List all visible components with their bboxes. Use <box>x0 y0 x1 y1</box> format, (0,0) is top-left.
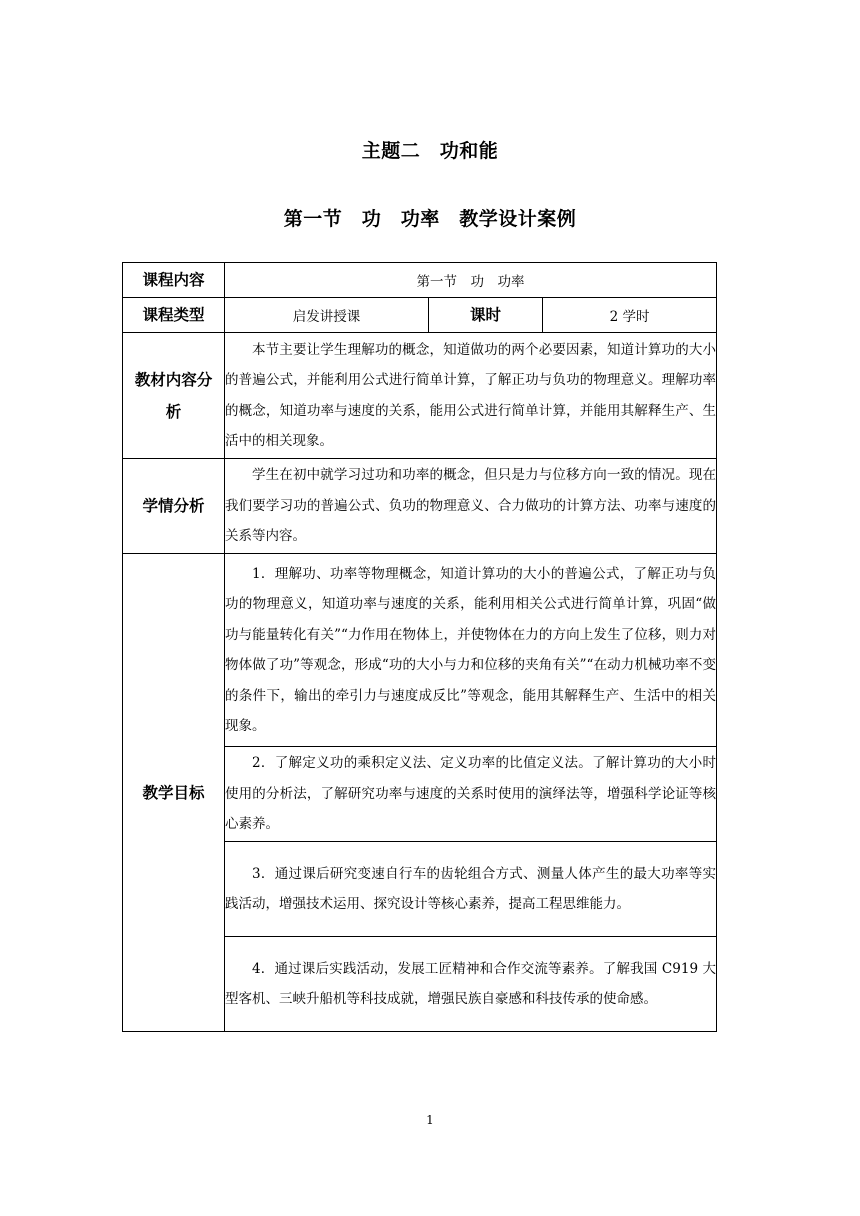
row-student-analysis <box>123 459 717 554</box>
row-course-type <box>123 298 717 333</box>
row-textbook-analysis <box>123 333 717 459</box>
textbook-analysis-paragraph: 本节主要让学生理解功的概念，知道做功的两个必要因素，知道计算功的大小的普遍公式，并能利用公式进行简单计算，了解正功与负功的物理意义。理解功率的概念，知道功率与速度的关系，能用公式进行简单计算，并能用其解释生产、生活中的相关现象。 <box>225 341 717 449</box>
lesson-plan-table <box>122 262 717 1032</box>
teaching-goal-text: 2．了解定义功的乘积定义法、定义功率的比值定义法。了解计算功的大小时使用的分析法，了解研究功率与速度的关系时使用的演绎法等，增强科学论证等核心素养。 <box>225 755 717 833</box>
teaching-goal-2 <box>225 747 717 842</box>
teaching-goals-label: 教学目标 <box>123 554 225 1032</box>
page-number: 1 <box>426 1113 434 1127</box>
textbook-analysis-text <box>225 333 717 459</box>
hours-value: 2 学时 <box>543 298 717 333</box>
course-type-label: 课程类型 <box>123 298 225 333</box>
student-analysis-label: 学情分析 <box>123 459 225 554</box>
row-goal-1 <box>123 554 717 747</box>
student-analysis-text <box>225 459 717 554</box>
textbook-analysis-label: 教材内容分析 <box>123 333 225 459</box>
row-course-content <box>123 263 717 298</box>
student-analysis-paragraph: 学生在初中就学习过功和功率的概念，但只是力与位移方向一致的情况。现在我们要学习功的普遍公式、负功的物理意义、合力做功的计算方法、功率与速度的关系等内容。 <box>225 467 717 545</box>
teaching-goal-text: 4．通过课后实践活动，发展工匠精神和合作交流等素养。了解我国 C919 大型客机、三峡升船机等科技成就，增强民族自豪感和科技传承的使命感。 <box>225 960 717 1007</box>
course-content-label: 课程内容 <box>123 263 225 298</box>
teaching-goal-1 <box>225 554 717 747</box>
course-type-value: 启发讲授课 <box>225 298 429 333</box>
teaching-goal-3 <box>225 842 717 937</box>
teaching-goal-4 <box>225 937 717 1032</box>
document-title: 主题二 功和能 <box>361 140 499 162</box>
course-content-value: 第一节 功 功率 <box>225 263 717 298</box>
teaching-goal-text: 3．通过课后研究变速自行车的齿轮组合方式、测量人体产生的最大功率等实践活动，增强技术运用、探究设计等核心素养，提高工程思维能力。 <box>225 865 717 912</box>
document-subtitle: 第一节 功 功率 教学设计案例 <box>283 208 577 230</box>
hours-label: 课时 <box>429 298 543 333</box>
teaching-goal-text: 1．理解功、功率等物理概念，知道计算功的大小的普遍公式，了解正功与负功的物理意义，知道功率与速度的关系，能利用相关公式进行简单计算，巩固“做功与能量转化有关”“力作用在物体上，并使物体在力的方向上发生了位移，则力对物体做了功”等观念，形成“功的大小与力和位移的夹角有关”“在动力机械功率不变的条件下，输出的牵引力与速度成反比”等观念，能用其解释生产、生活中的相关现象。 <box>225 565 717 734</box>
